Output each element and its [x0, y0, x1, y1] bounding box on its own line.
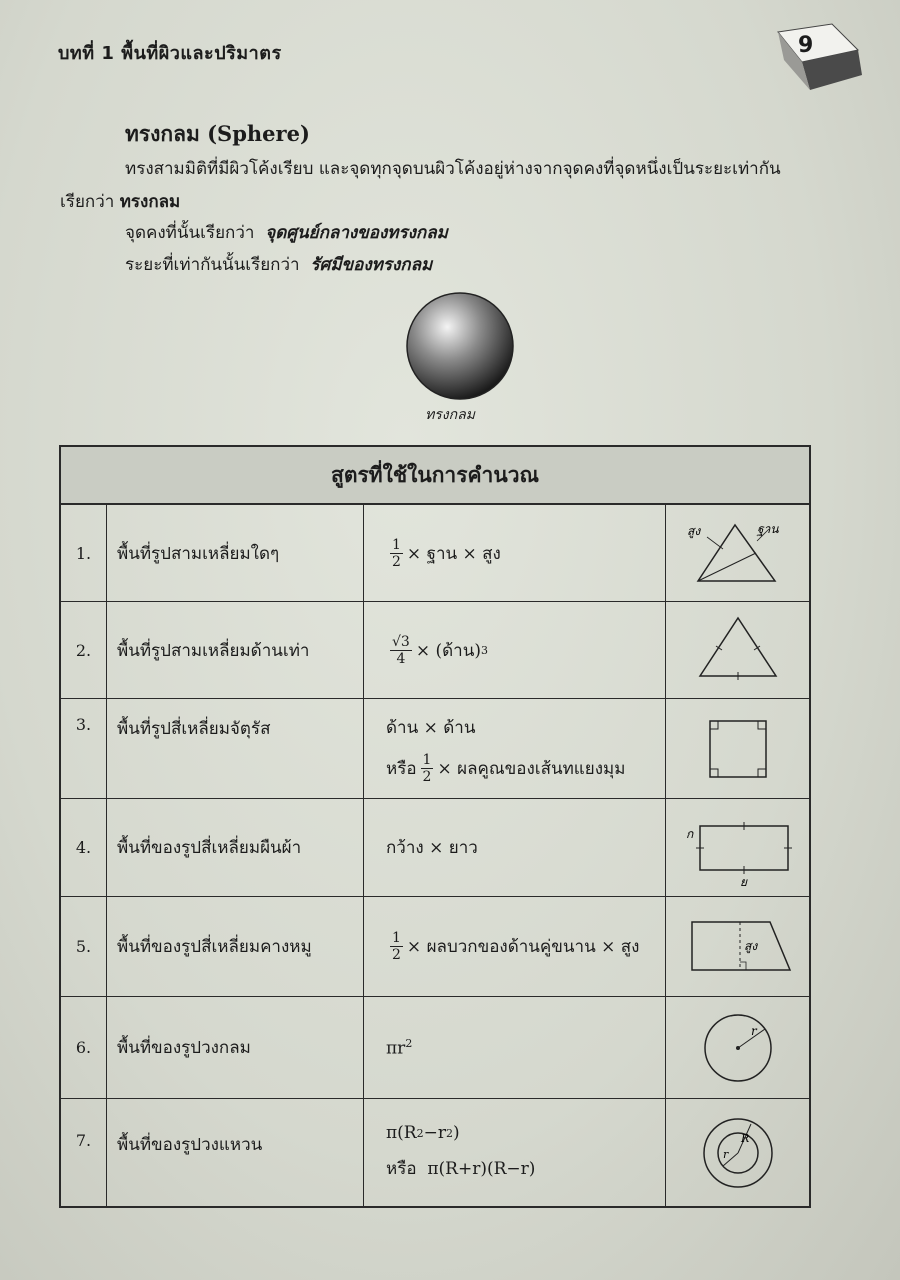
formula-line-1: ด้าน × ด้าน [386, 717, 476, 738]
figure-label-length: ย [739, 874, 747, 888]
formula-text: × ฐาน × สูง [406, 543, 501, 564]
row-formula [364, 799, 666, 896]
figure-label-height: สูง [686, 524, 700, 538]
table-row [61, 799, 809, 897]
chapter-title: บทที่ 1 พื้นที่ผิวและปริมาตร [58, 43, 282, 64]
section-title: ทรงกลม (Sphere) [125, 121, 310, 146]
row-name: พื้นที่ของรูปสี่เหลี่ยมผืนผ้า [107, 799, 364, 896]
square-icon [698, 709, 778, 789]
table-row [61, 505, 809, 602]
row-number: 2. [61, 602, 107, 698]
row-figure [666, 897, 809, 996]
term-radius: รัศมีของทรงกลม [310, 255, 433, 275]
row-name: พื้นที่ของรูปวงกลม [107, 997, 364, 1098]
formula-text: × ผลบวกของด้านคู่ขนาน × สูง [406, 937, 640, 957]
fraction: $\frac{1}{2}$ [392, 536, 401, 570]
table-row [61, 1099, 809, 1206]
row-figure [666, 997, 809, 1098]
exponent: 2 [405, 1036, 413, 1050]
definition-line-2 [60, 188, 180, 215]
row-formula [364, 897, 666, 996]
sphere-figure [404, 290, 516, 402]
sphere-caption: ทรงกลม [425, 407, 475, 423]
figure-label-width: ก [685, 826, 693, 841]
formula-line-2: หรือ $\frac{1}{2}$ × ผลคูณของเส้นทแยงมุม [386, 751, 626, 785]
equilateral-triangle-icon [688, 610, 788, 690]
row-formula [364, 699, 666, 798]
row-figure [666, 505, 809, 601]
definition-line-4 [125, 251, 432, 278]
row-formula [364, 602, 666, 698]
row-name: พื้นที่รูปสี่เหลี่ยมจัตุรัส [107, 699, 364, 798]
table-row [61, 897, 809, 997]
row-figure [666, 602, 809, 698]
fraction: $\frac{1}{2}$ [392, 930, 401, 963]
figure-label-base: ฐาน [756, 522, 779, 536]
page-number: 9 [798, 33, 814, 58]
formula-text: กว้าง × ยาว [386, 838, 478, 858]
row-number: 4. [61, 799, 107, 896]
figure-label-inner-radius: r [722, 1147, 728, 1161]
term-sphere: ทรงกลม [119, 192, 181, 212]
row-number: 7. [61, 1099, 107, 1206]
row-name: พื้นที่ของรูปวงแหวน [107, 1099, 364, 1206]
row-figure [666, 1099, 809, 1206]
row-formula [364, 505, 666, 601]
definition-line-1: ทรงสามมิติที่มีผิวโค้งเรียบ และจุดทุกจุดบนผิวโค้งอยู่ห่างจากจุดคงที่จุดหนึ่งเป็นระยะเท่ากัน [125, 159, 781, 179]
row-figure [666, 799, 809, 896]
page-number-cube-icon [770, 20, 870, 95]
table-title: สูตรที่ใช้ในการคำนวณ [61, 447, 809, 505]
formula-line-1: π(R 2 −r 2 ) [386, 1123, 460, 1143]
figure-label-height: สูง [743, 938, 757, 953]
formula-table [59, 445, 811, 1208]
rectangle-icon [678, 808, 798, 888]
figure-label-radius: r [750, 1023, 757, 1038]
row-formula [364, 1099, 666, 1206]
table-row [61, 997, 809, 1099]
scalene-triangle-icon [683, 513, 793, 593]
table-row [61, 699, 809, 799]
row-number: 5. [61, 897, 107, 996]
circle-icon [693, 1003, 783, 1093]
definition-prefix: เรียกว่า [60, 192, 115, 212]
formula-text: πr [386, 1038, 406, 1059]
row-number: 6. [61, 997, 107, 1098]
trapezoid-icon [678, 912, 798, 982]
annulus-icon [693, 1108, 783, 1198]
formula-line-2: หรือ π(R+r)(R−r) [386, 1158, 536, 1179]
row-formula [364, 997, 666, 1098]
row-figure [666, 699, 809, 798]
formula-text: × (ด้าน) [415, 640, 481, 661]
fraction: $\frac{√3}{4}$ [392, 633, 410, 667]
center-prefix: จุดคงที่นั้นเรียกว่า [125, 223, 255, 243]
row-number: 1. [61, 505, 107, 601]
radius-prefix: ระยะที่เท่ากันนั้นเรียกว่า [125, 255, 300, 275]
row-number: 3. [61, 699, 107, 798]
fraction: $\frac{1}{2}$ [422, 751, 432, 785]
exponent: 3 [480, 643, 488, 657]
row-name: พื้นที่รูปสามเหลี่ยมใดๆ [107, 505, 364, 601]
term-center: จุดศูนย์กลางของทรงกลม [265, 223, 448, 243]
row-name: พื้นที่รูปสามเหลี่ยมด้านเท่า [107, 602, 364, 698]
table-row [61, 602, 809, 699]
definition-line-3 [125, 219, 448, 246]
figure-label-outer-radius: R [740, 1131, 749, 1145]
row-name: พื้นที่ของรูปสี่เหลี่ยมคางหมู [107, 897, 364, 996]
